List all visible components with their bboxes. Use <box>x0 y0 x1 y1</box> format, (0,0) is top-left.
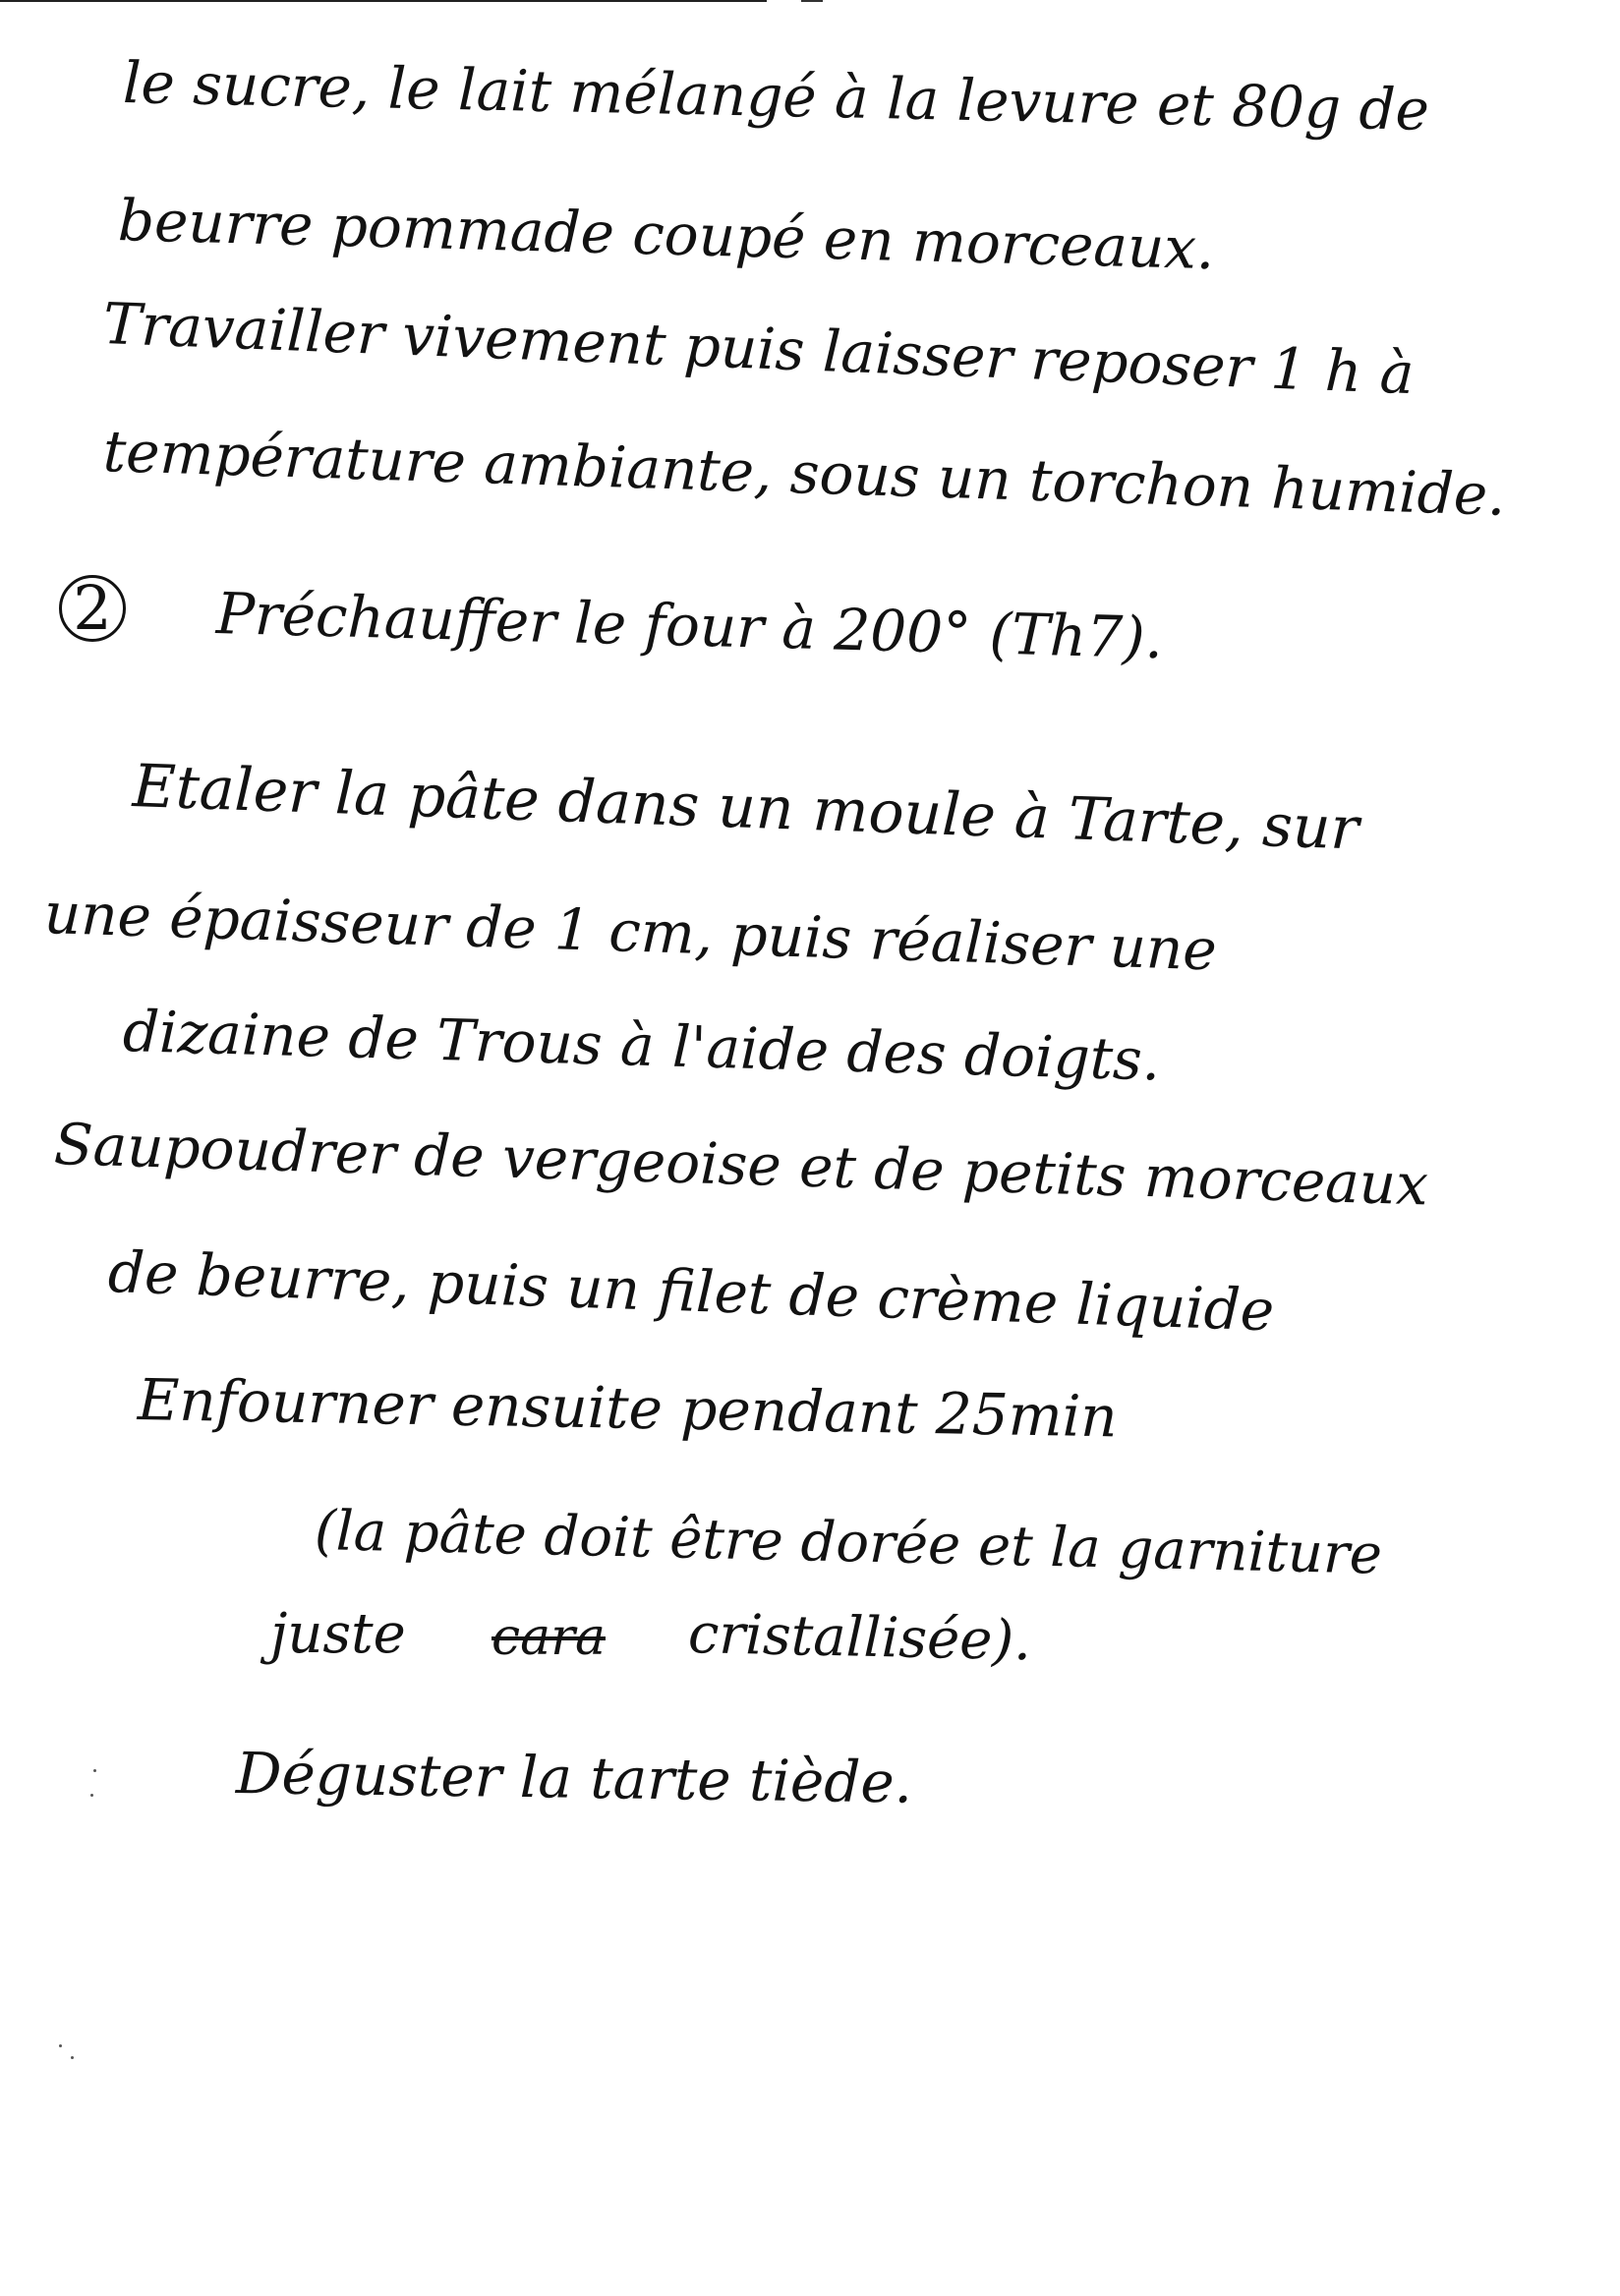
scan-edge-mark <box>801 0 823 2</box>
text-line: le sucre, le lait mélangé à la levure et 80g de <box>122 49 1430 144</box>
scan-speck <box>93 1769 96 1772</box>
text-line: Préchauffer le four à 200° (Th7). <box>215 580 1164 672</box>
text-line: juste <box>270 1602 406 1666</box>
text-line: Travailler vivement puis laisser reposer 1 h à <box>101 290 1416 408</box>
text-line: une épaisseur de 1 cm, puis réaliser une <box>42 880 1218 984</box>
text-line: Etaler la pâte dans un moule à Tarte, sur <box>131 752 1360 864</box>
text-line: de beurre, puis un filet de crème liquide <box>106 1238 1276 1345</box>
scan-speck <box>59 2044 62 2047</box>
scan-speck <box>71 2056 74 2059</box>
crossed-out-word: cara <box>492 1608 606 1667</box>
text-line: température ambiante, sous un torchon humide. <box>101 418 1507 529</box>
scan-edge-line <box>0 0 767 2</box>
text-line: (la pâte doit être dorée et la garniture <box>314 1499 1383 1587</box>
text-line: beurre pommade coupé en morceaux. <box>117 187 1216 283</box>
text-line: Saupoudrer de vergeoise et de petits morceaux <box>52 1111 1429 1219</box>
text-line: dizaine de Trous à l'aide des doigts. <box>122 998 1162 1094</box>
step-number: 2 <box>59 575 126 642</box>
scan-speck <box>90 1794 93 1797</box>
text-line: Enfourner ensuite pendant 25min <box>137 1366 1119 1451</box>
text-line: cristallisée). <box>687 1602 1032 1674</box>
text-line: Déguster la tarte tiède. <box>235 1740 913 1816</box>
